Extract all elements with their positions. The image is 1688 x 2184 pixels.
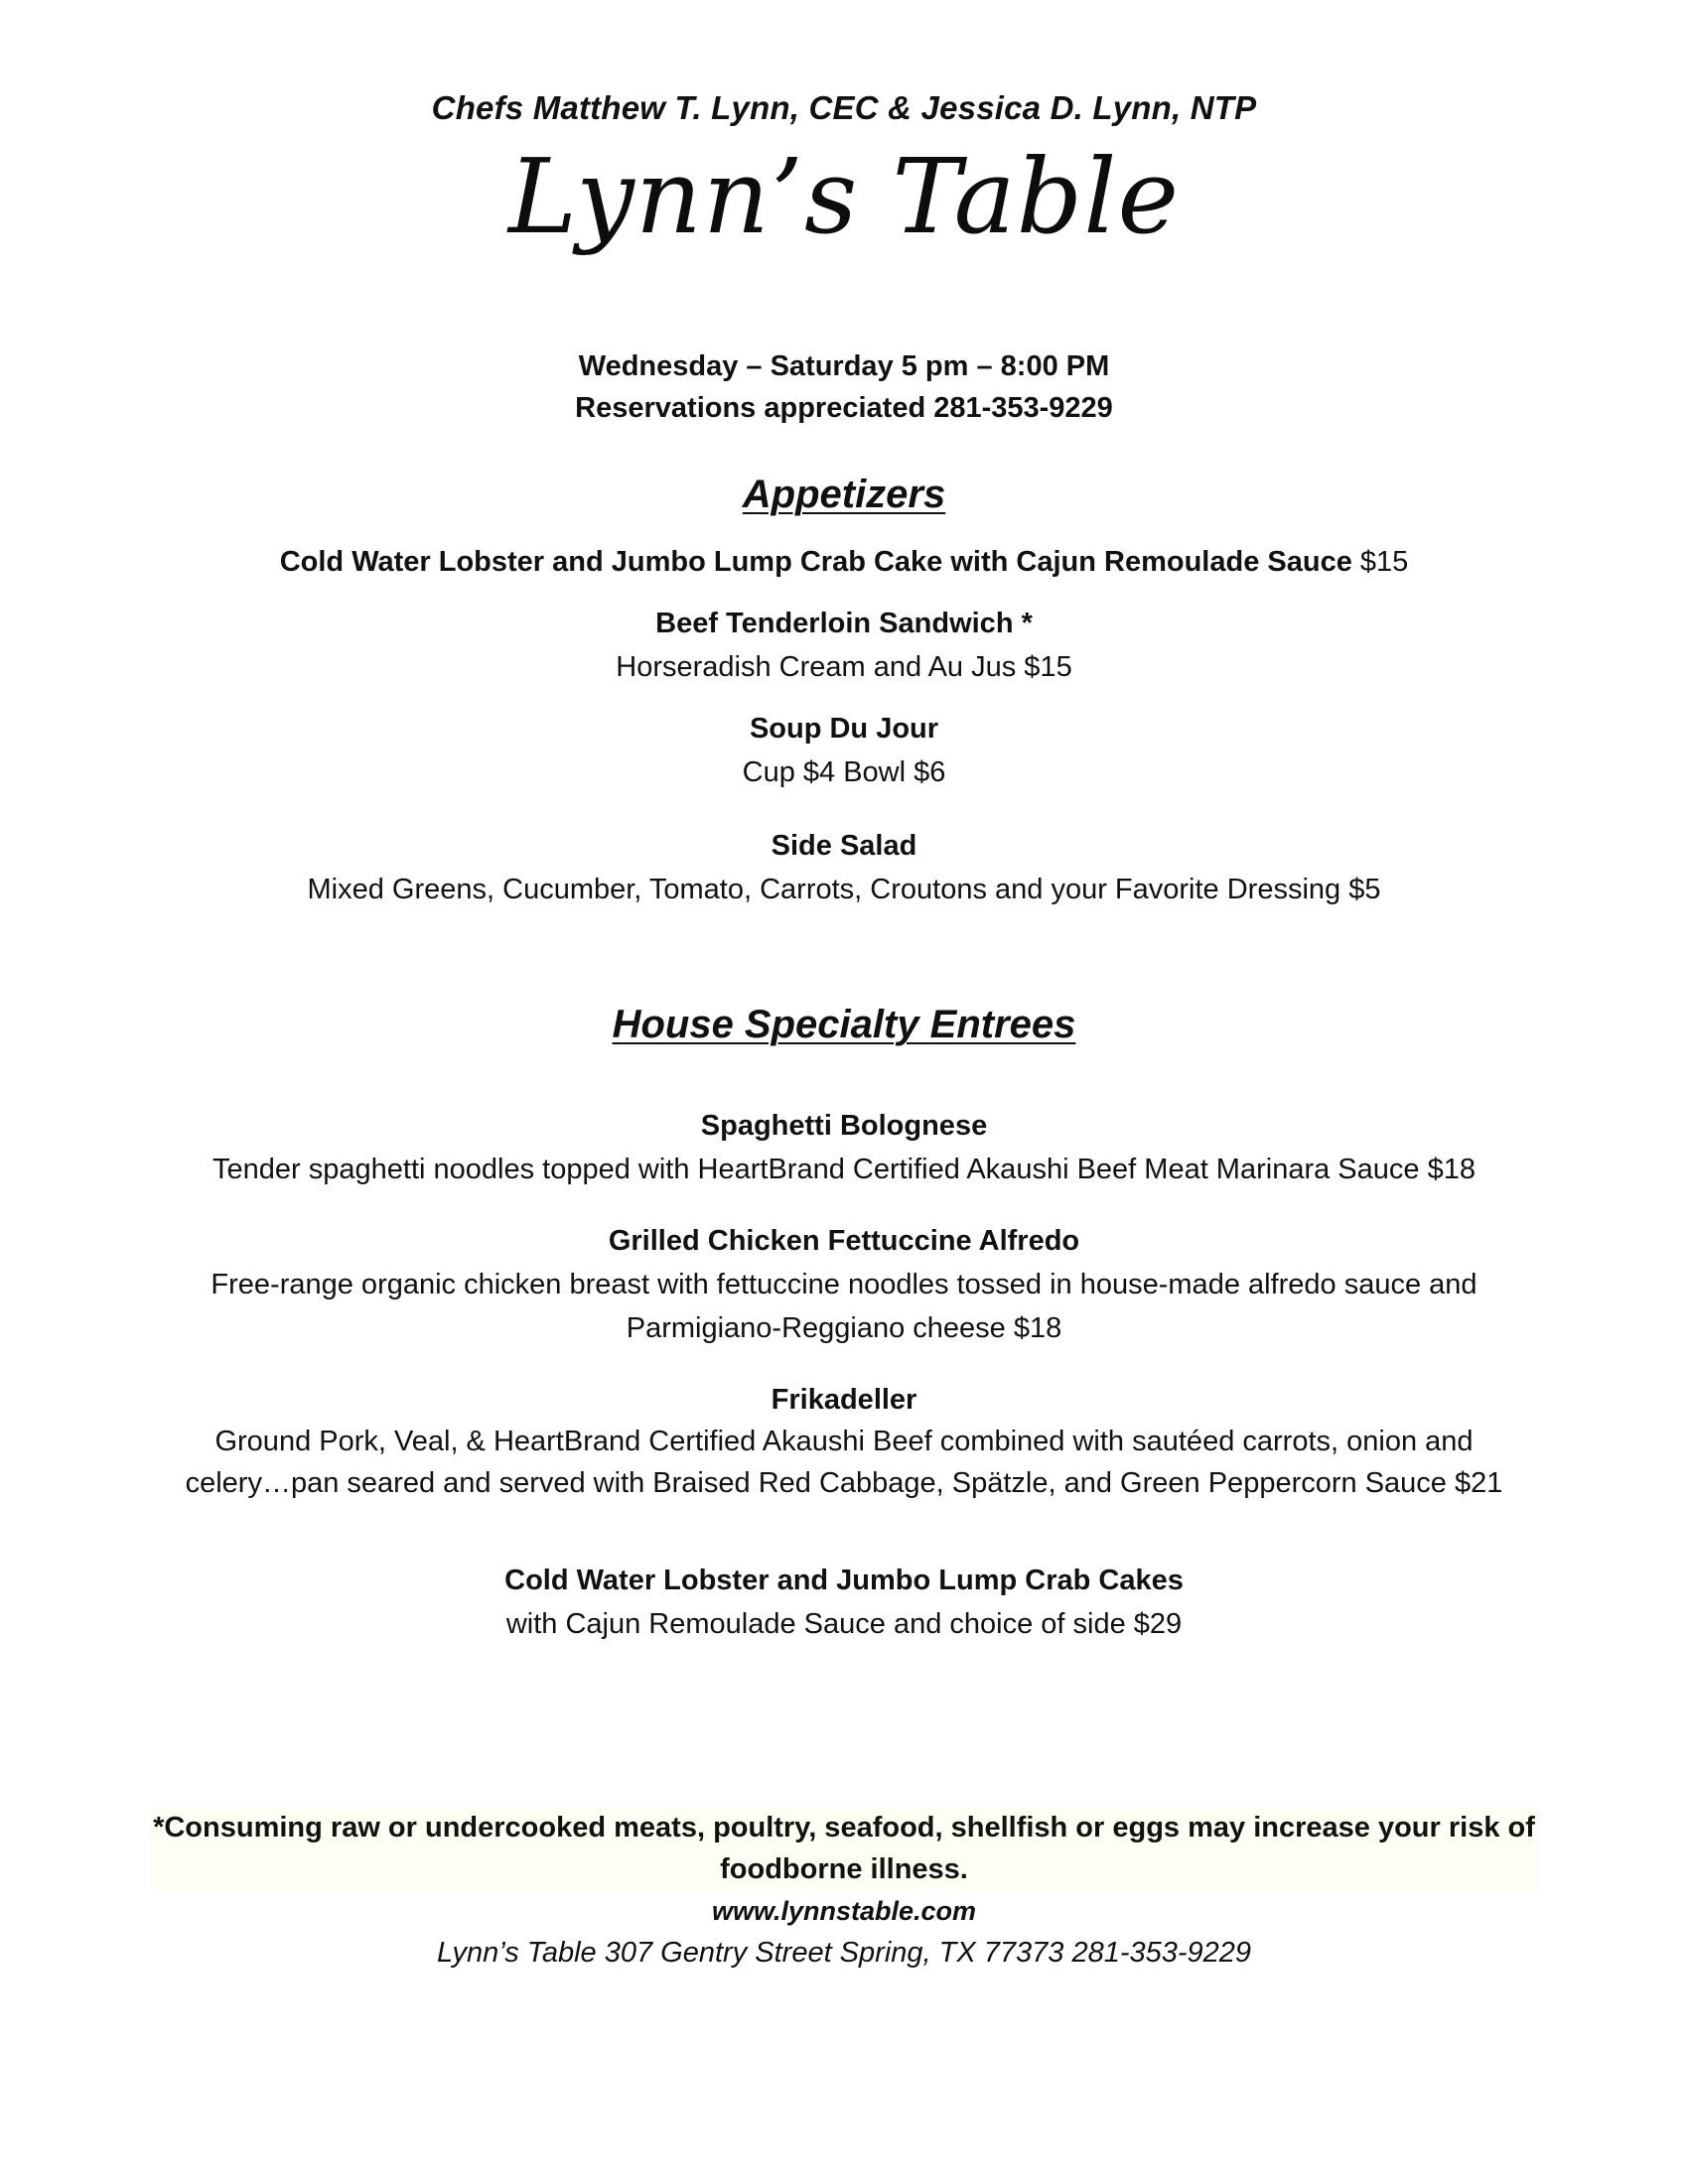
chefs-line: Chefs Matthew T. Lynn, CEC & Jessica D. Lynn, NTP: [431, 89, 1257, 126]
address-line: Lynn’s Table 307 Gentry Street Spring, TX 77373 281-353-9229: [436, 1937, 1252, 1969]
entree-frikadeller-description-line-2: celery…pan seared and served with Braised Red Cabbage, Spätzle, and Green Peppercorn Sauce $21: [185, 1467, 1503, 1499]
entree-alfredo-description-line-2: Parmigiano-Reggiano cheese $18: [626, 1312, 1062, 1344]
restaurant-name: Lynn’s Table: [507, 136, 1181, 257]
entree-crab-cakes-name: Cold Water Lobster and Jumbo Lump Crab Cakes: [504, 1565, 1184, 1596]
appetizer-beef-sandwich-description: Horseradish Cream and Au Jus $15: [616, 651, 1072, 683]
entree-spaghetti-name: Spaghetti Bolognese: [700, 1110, 988, 1142]
appetizer-crab-cake-name: Cold Water Lobster and Jumbo Lump Crab Cake with Cajun Remoulade Sauce: [279, 546, 1352, 578]
reservations-line: Reservations appreciated 281-353-9229: [575, 392, 1113, 424]
entree-frikadeller-description-line-1: Ground Pork, Veal, & HeartBrand Certified Akaushi Beef combined with sautéed carrots, onion and: [214, 1426, 1474, 1457]
website-link[interactable]: www.lynnstable.com: [711, 1896, 977, 1926]
appetizer-soup-description: Cup $4 Bowl $6: [742, 756, 946, 788]
food-safety-notice: [149, 1807, 1539, 1890]
hours-line: Wednesday – Saturday 5 pm – 8:00 PM: [578, 350, 1110, 382]
appetizer-crab-cake-price: $15: [1359, 546, 1409, 578]
appetizer-salad-name: Side Salad: [771, 830, 917, 862]
entree-alfredo-description-line-1: Free-range organic chicken breast with fettuccine noodles tossed in house-made alfredo sauce and: [211, 1269, 1477, 1300]
appetizer-soup-name: Soup Du Jour: [749, 713, 939, 745]
entree-crab-cakes-description: with Cajun Remoulade Sauce and choice of side $29: [505, 1608, 1183, 1640]
appetizer-crab-cake: [0, 548, 1688, 577]
food-safety-notice-line-1: *Consuming raw or undercooked meats, poultry, seafood, shellfish or eggs may increase your risk of: [153, 1812, 1535, 1843]
appetizer-salad-description: Mixed Greens, Cucumber, Tomato, Carrots, Croutons and your Favorite Dressing $5: [307, 874, 1381, 905]
entree-alfredo-name: Grilled Chicken Fettuccine Alfredo: [608, 1225, 1080, 1257]
appetizers-title: Appetizers: [742, 473, 946, 516]
appetizer-beef-sandwich-name: Beef Tenderloin Sandwich *: [655, 608, 1033, 639]
entrees-title: House Specialty Entrees: [612, 1003, 1076, 1046]
entree-frikadeller-name: Frikadeller: [771, 1384, 917, 1416]
entree-spaghetti-description: Tender spaghetti noodles topped with HeartBrand Certified Akaushi Beef Meat Marinara Sauce $18: [212, 1154, 1476, 1185]
food-safety-notice-line-2: foodborne illness.: [720, 1853, 968, 1885]
